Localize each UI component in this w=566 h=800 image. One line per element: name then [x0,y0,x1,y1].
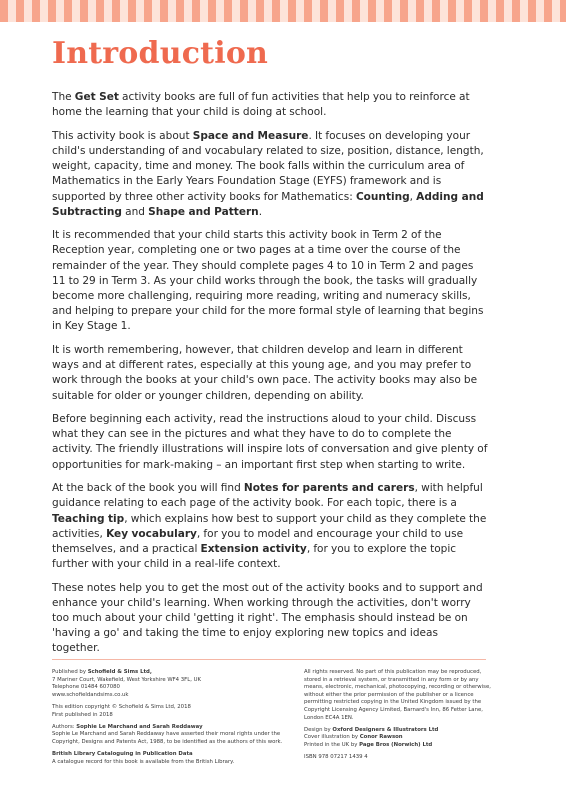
footer-rights-details [304,669,494,766]
text-span: Cover illustration by [304,734,360,741]
bold-term-space-and-measure: Space and Measure [192,129,309,142]
text-span: . It focuses on developing your child's understanding of and vocabulary related to size, position, distance, length, weight, capacity, time and money. The book falls within the curriculum area of Mathematics in the Early Years Foundation Stage (EYFS) framework and is supported by three other activity books for Mathematics: [52,129,484,203]
publisher-telephone: Telephone 01484 607080 [52,684,120,691]
cip-block [52,751,284,766]
authors-names: Sophie Le Marchand and Sarah Reddaway [76,723,203,730]
printer-credit: Page Bros (Norwich) Ltd [359,741,433,748]
bold-term-shape-pattern: Shape and Pattern [148,205,259,218]
text-span: Authors: [52,723,77,730]
text-span: , for you to model and encourage your child to use themselves, and a practical [52,527,464,555]
publisher-block [52,669,284,699]
bold-term-extension-activity: Extension activity [200,542,307,555]
isbn: ISBN 978 07217 1439 4 [304,754,368,761]
decorative-top-stripe [0,0,566,22]
paragraph-notes [52,481,488,572]
bold-term-notes-for-parents: Notes for parents and carers [243,482,415,495]
first-published: First published in 2018 [52,711,113,718]
text-span: Published by [52,669,88,675]
paragraph-about-book [52,129,488,220]
introduction-body [52,90,488,665]
paragraph-closing: These notes help you to get the most out of the activity books and to support and enhance your child's learning. When working through the activities, don't worry too much about your child 'getting it right'. The emphasis should instead be on 'having a go' and taking the time to enjoy exploring new topics and ideas together. [52,581,483,655]
page-title: Introduction [52,36,269,71]
publisher-name: Schofield & Sims Ltd, [87,669,152,675]
text-span: Design by [304,726,333,733]
cip-heading: British Library Cataloguing in Publication Data [52,751,193,758]
text-span: , with helpful guidance relating to each page of the activity book. For each topic, there is a [52,482,483,510]
text-span: and [121,205,149,218]
credits-block [304,727,494,750]
bold-term-key-vocabulary: Key vocabulary [106,527,197,540]
text-span: . [258,205,263,218]
paragraph-development: It is worth remembering, however, that children develop and learn in different ways and at different rates, especially at this young age, and you may prefer to work through the books at your child's own pace. The activity books may also be suitable for older or younger children, depending on ability. [52,343,478,402]
bold-term-teaching-tip: Teaching tip [52,512,125,525]
paragraph-instructions: Before beginning each activity, read the instructions aloud to your child. Discuss what they can see in the pictures and what they have to do to complete the activity. The friendly illustrations will inspire lots of conversation and give plenty of opportunities for mark-making – an important first step when starting to write. [52,413,488,471]
design-credit: Oxford Designers & Illustrators Ltd [332,726,439,733]
rights-statement: All rights reserved. No part of this publication may be reproduced, stored in a retrieval system, or transmitted in any form or by any means, electronic, mechanical, photocopying, recording or otherwise, without either the prior permission of the publisher or a licence permitting restricted copying in the United Kingdom issued by the Copyright Licensing Agency Limited, Barnard's Inn, 86 Fetter Lane, London EC4A 1EN. [304,669,491,721]
moral-rights: Sophie Le Marchand and Sarah Reddaway have asserted their moral rights under the Copyright, Designs and Patents Act, 1988, to be identified as the authors of this work. [52,731,283,745]
text-span: , [409,190,417,203]
paragraph-recommendation: It is recommended that your child starts this activity book in Term 2 of the Reception year, completing one or two pages at a time over the course of the remainder of the year. They should complete pages 4 to 10 in Term 2 and pages 11 to 29 in Term 3. As your child works through the book, the tasks will gradually become more challenging, requiring more reading, writing and numeracy skills, and helping to prepare your child for the more formal style of learning that begins in Key Stage 1. [52,229,484,333]
bold-term-get-set: Get Set [74,91,119,103]
text-span: activity books are full of fun activities that help you to reinforce at home the learning that your child is doing at school. [52,91,470,119]
text-span: , for you to explore the topic further with your child in a real-life context. [52,542,457,571]
authors-block [52,724,284,747]
text-span: At the back of the book you will find [52,482,244,495]
bold-term-counting: Counting [355,190,410,203]
bold-term-adding-subtracting: Adding and Subtracting [52,190,484,218]
text-span: The [52,91,75,103]
text-span: Printed in the UK by [304,741,360,748]
text-span: This activity book is about [52,129,193,142]
paragraph-get-set [52,90,488,120]
text-span: , which explains how best to support your child as they complete the activities, [52,512,487,540]
footer-publication-details [52,669,284,771]
edition-block [52,704,284,719]
publisher-website: www.schofieldandsims.co.uk [52,691,129,698]
publisher-address: 7 Mariner Court, Wakefield, West Yorkshire WF4 3FL, UK [52,676,202,683]
cip-text: A catalogue record for this book is available from the British Library. [52,758,235,765]
edition-copyright: This edition copyright © Schofield & Sims Ltd, 2018 [52,703,191,710]
cover-credit: Conor Rawson [359,734,403,741]
footer-divider [52,659,486,660]
